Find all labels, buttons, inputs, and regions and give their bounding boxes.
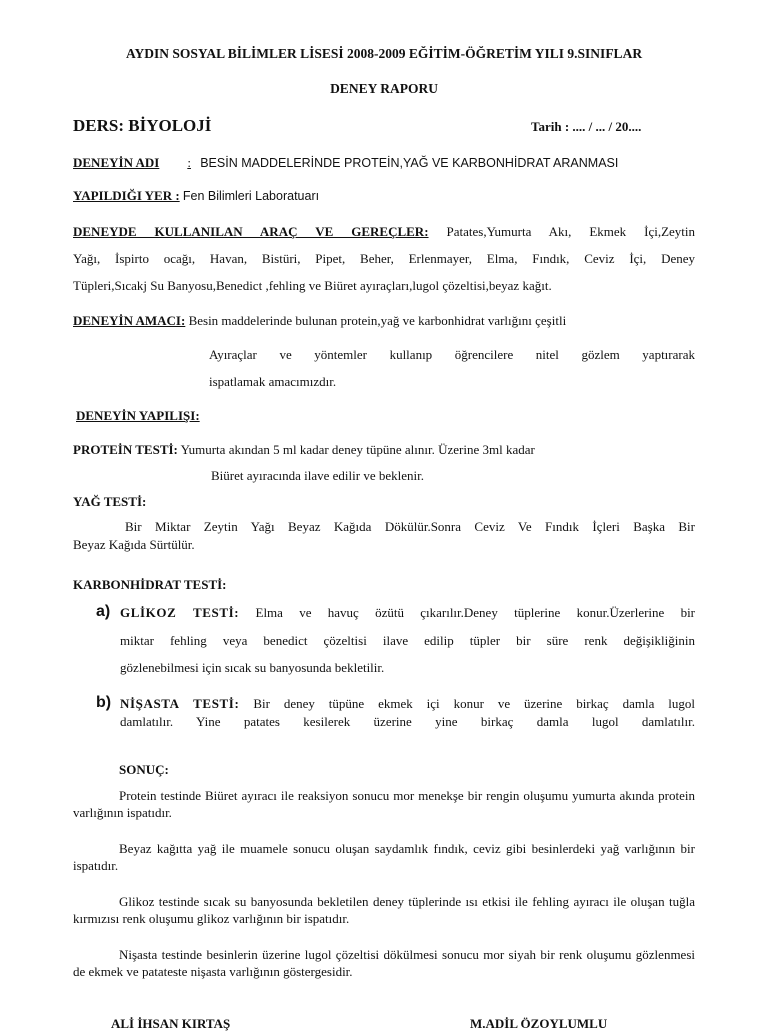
aim-label: DENEYİN AMACI:: [73, 313, 186, 328]
experiment-name-sep: :: [187, 155, 191, 170]
tools-value-1: Patates,Yumurta Akı, Ekmek İçi,Zeytin: [446, 224, 696, 239]
procedure-heading: DENEYİN YAPILIŞI:: [76, 408, 200, 423]
course-label: DERS: BİYOLOJİ: [73, 116, 212, 135]
carb-test-label: KARBONHİDRAT TESTİ:: [73, 577, 227, 592]
experiment-name-value: BESİN MADDELERİNDE PROTEİN,YAĞ VE KARBONHİDRAT ARANMASI: [200, 156, 619, 170]
fat-test-line-1: Bir Miktar Zeytin Yağı Beyaz Kağıda Dökülür.Sonra Ceviz Ve Fındık İçleri Başka Bir: [125, 519, 695, 534]
aim-row: [73, 313, 566, 329]
glucose-line-1: [120, 605, 695, 621]
starch-marker: b): [96, 694, 112, 711]
result-paragraph-2: Beyaz kağıtta yağ ile muamele sonucu oluşan saydamlık fındık, ceviz gibi besinlerdeki yağ varlığının bir ispatıdır.: [73, 841, 695, 873]
result-paragraph-3: Glikoz testinde sıcak su banyosunda bekletilen deney tüplerinde ısı etkisi ile fehling ayıracı ile oluşan tuğla kırmızısı renk oluşumu glikoz varlığının bir ispatıdır.: [73, 894, 695, 926]
starch-label: NİŞASTA TESTİ:: [120, 696, 240, 711]
aim-line-2: Ayıraçlar ve yöntemler kullanıp öğrencilere nitel gözlem yaptırarak: [209, 347, 695, 362]
experiment-name-row: [73, 155, 618, 171]
fat-test-label: YAĞ TESTİ:: [73, 494, 147, 509]
result-paragraph-1: Protein testinde Biüret ayıracı ile reaksiyon sonucu mor menekşe bir rengin oluşumu yumurta akında protein varlığının ispatıdır.: [73, 788, 695, 820]
protein-test-row: [73, 442, 535, 458]
place-row: [73, 188, 319, 204]
result-paragraph-4: Nişasta testinde besinlerin üzerine lugol çözeltisi dökülmesi sonucu mor siyah bir renk oluşumu gözlenmesi de ekmek ve patateste nişasta varlığının göstergesidir.: [73, 947, 695, 979]
date-field: Tarih : .... / ... / 20....: [531, 119, 642, 134]
school-header: AYDIN SOSYAL BİLİMLER LİSESİ 2008-2009 EĞİTİM-ÖĞRETİM YILI 9.SINIFLAR: [125, 46, 643, 61]
starch-line-1: [120, 696, 695, 712]
protein-test-line-2: Biüret ayıracında ilave edilir ve beklenir.: [211, 468, 424, 483]
fat-test-line-2: Beyaz Kağıda Sürtülür.: [73, 537, 195, 552]
glucose-line-3: gözlenebilmesi için sıcak su banyosunda bekletilir.: [120, 660, 385, 675]
place-value: Fen Bilimleri Laboratuarı: [182, 189, 320, 203]
protein-test-line-1: Yumurta akından 5 ml kadar deney tüpüne alınır. Üzerine 3ml kadar: [180, 442, 535, 457]
glucose-label: GLİKOZ TESTİ:: [120, 605, 240, 620]
protein-test-label: PROTEİN TESTİ:: [73, 442, 178, 457]
glucose-marker: a): [96, 603, 111, 620]
result-label: SONUÇ:: [119, 762, 169, 777]
aim-line-3: ispatlamak amacımızdır.: [209, 374, 337, 389]
tools-line-3: Tüpleri,Sıcakj Su Banyosu,Benedict ,fehling ve Biüret ayıraçları,lugol çözeltisi,beyaz kağıt.: [73, 278, 552, 293]
report-title: DENEY RAPORU: [330, 81, 438, 96]
signature-right: M.ADİL ÖZOYLUMLU: [470, 1016, 608, 1031]
glucose-line-1-text: Elma ve havuç özütü çıkarılır.Deney tüplerine konur.Üzerlerine bir: [255, 605, 696, 620]
starch-line-1-text: Bir deney tüpüne ekmek içi konur ve üzerine birkaç damla lugol: [253, 696, 696, 711]
experiment-name-label: DENEYİN ADI: [73, 155, 160, 170]
signature-left: ALİ İHSAN KIRTAŞ: [111, 1016, 231, 1031]
glucose-line-2: miktar fehling veya benedict çözeltisi ilave edilip tüpler bir süre renk değişikliğinin: [120, 633, 695, 648]
starch-line-2: damlatılır. Yine patates kesilerek üzerine yine birkaç damla lugol damlatılır.: [120, 714, 695, 729]
place-label: YAPILDIĞI YER :: [73, 188, 180, 203]
aim-line-1: Besin maddelerinde bulunan protein,yağ ve karbonhidrat varlığını çeşitli: [188, 313, 567, 328]
tools-label: DENEYDE KULLANILAN ARAÇ VE GEREÇLER:: [73, 224, 429, 239]
tools-line-1: [73, 224, 695, 240]
tools-line-2: Yağı, İspirto ocağı, Havan, Bistüri, Pipet, Beher, Erlenmayer, Elma, Fındık, Ceviz İçi, Deney: [73, 251, 695, 266]
